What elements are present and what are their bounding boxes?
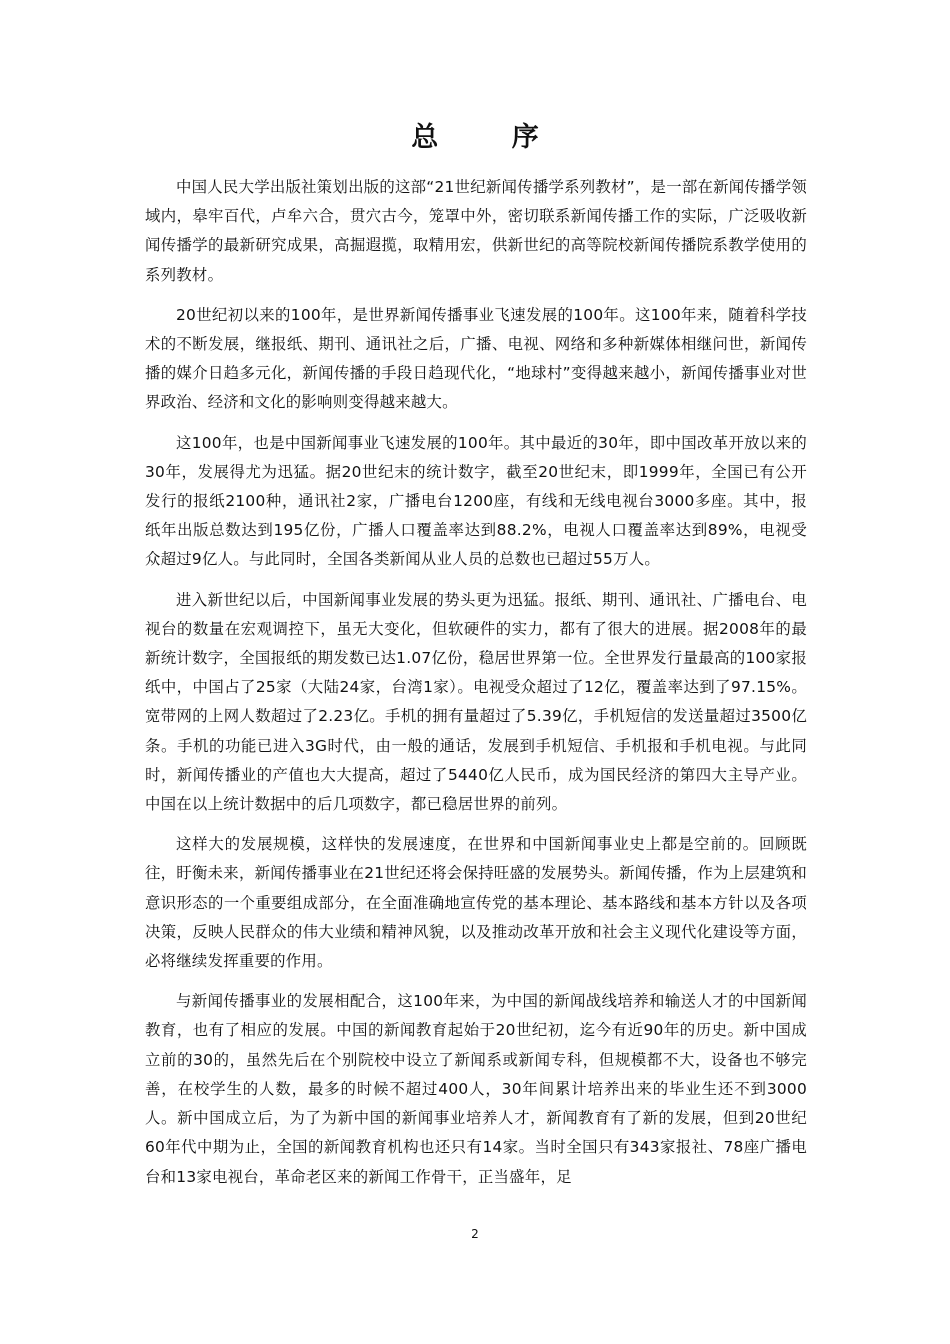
paragraph-6: 与新闻传播事业的发展相配合，这100年来，为中国的新闻战线培养和输送人才的中国新闻教育，也有了相应的发展。中国的新闻教育起始于20世纪初，迄今有近90年的历史。新中国成立前的30的，虽然先后在个别院校中设立了新闻系或新闻专科，但规模都不大，设备也不够完善，在校学生的人数，最多的时候不超过400人，30年间累计培养出来的毕业生还不到3000人。新中国成立后，为了为新中国的新闻事业培养人才，新闻教育有了新的发展，但到20世纪60年代中期为止，全国的新闻教育机构也还只有14家。当时全国只有343家报社、78座广播电台和13家电视台，革命老区来的新闻工作骨干，正当盛年，足 [145, 992, 807, 1186]
paragraph-2: 20世纪初以来的100年，是世界新闻传播事业飞速发展的100年。这100年来，随着科学技术的不断发展，继报纸、期刊、通讯社之后，广播、电视、网络和多种新媒体相继问世，新闻传播的媒介日趋多元化，新闻传播的手段日趋现代化，“地球村”变得越来越小，新闻传播事业对世界政治、经济和文化的影响则变得越来越大。 [145, 305, 807, 412]
paragraph-3: 这100年，也是中国新闻事业飞速发展的100年。其中最近的30年，即中国改革开放以来的30年，发展得尤为迅猛。据20世纪末的统计数字，截至20世纪末，即1999年，全国已有公开发行的报纸2100种，通讯社2家，广播电台1200座，有线和无线电视台3000多座。其中，报纸年出版总数达到195亿份，广播人口覆盖率达到88.2%，电视人口覆盖率达到89%，电视受众超过9亿人。与此同时，全国各类新闻从业人员的总数也已超过55万人。 [145, 433, 807, 569]
page-title: 总 序 [411, 122, 571, 153]
page-number: 2 [471, 1227, 479, 1241]
body-text [145, 173, 807, 1203]
paragraph-4: 进入新世纪以后，中国新闻事业发展的势头更为迅猛。报纸、期刊、通讯社、广播电台、电视台的数量在宏观调控下，虽无大变化，但软硬件的实力，都有了很大的进展。据2008年的最新统计数字，全国报纸的期发数已达1.07亿份，稳居世界第一位。全世界发行量最高的100家报纸中，中国占了25家（大陆24家，台湾1家）。电视受众超过了12亿，覆盖率达到了97.15%。宽带网的上网人数超过了2.23亿。手机的拥有量超过了5.39亿，手机短信的发送量超过3500亿条。手机的功能已进入3G时代，由一般的通话，发展到手机短信、手机报和手机电视。与此同时，新闻传播业的产值也大大提高，超过了5440亿人民币，成为国民经济的第四大主导产业。中国在以上统计数据中的后几项数字，都已稳居世界的前列。 [145, 590, 807, 814]
paragraph-1: 中国人民大学出版社策划出版的这部“21世纪新闻传播学系列教材”，是一部在新闻传播学领域内，皋牢百代，卢牟六合，贯穴古今，笼罩中外，密切联系新闻传播工作的实际，广泛吸收新闻传播学的最新研究成果，高掘遐揽，取精用宏，供新世纪的高等院校新闻传播院系教学使用的系列教材。 [145, 178, 807, 284]
paragraph-5: 这样大的发展规模，这样快的发展速度，在世界和中国新闻事业史上都是空前的。回顾既往，盱衡未来，新闻传播事业在21世纪还将会保持旺盛的发展势头。新闻传播，作为上层建筑和意识形态的一个重要组成部分，在全面准确地宣传党的基本理论、基本路线和基本方针以及各项决策，反映人民群众的伟大业绩和精神风貌，以及推动改革开放和社会主义现代化建设等方面，必将继续发挥重要的作用。 [145, 835, 807, 971]
